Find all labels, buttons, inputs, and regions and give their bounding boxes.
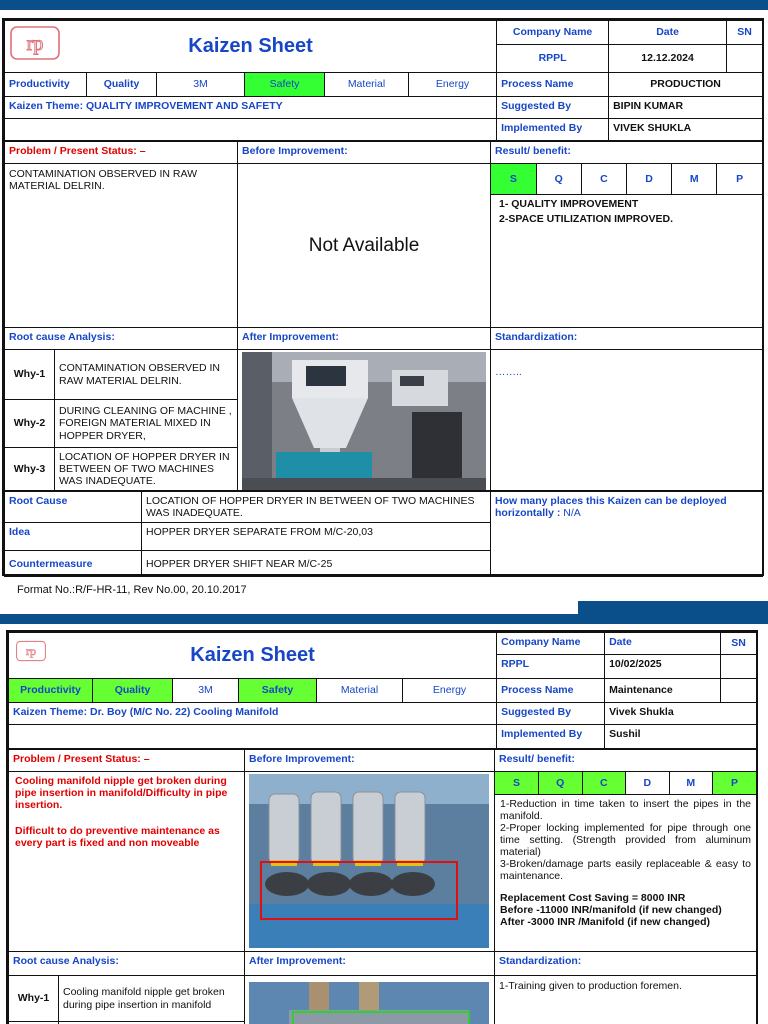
format-number: Format No.:R/F-HR-11, Rev No.00, 20.10.2017 bbox=[17, 584, 247, 596]
before-improvement-label: Before Improvement: bbox=[238, 142, 491, 164]
suggested-by-value: BIPIN KUMAR bbox=[609, 97, 763, 119]
company-logo-2 bbox=[16, 637, 46, 665]
after-photo-cell bbox=[238, 350, 491, 491]
middle-band-right bbox=[578, 601, 768, 624]
company-name-label: Company Name bbox=[497, 21, 609, 45]
sqcdmp-m-2: M bbox=[669, 772, 713, 794]
process-name-value-2: Maintenance bbox=[605, 679, 721, 703]
before-photo-cell-2 bbox=[245, 772, 495, 952]
sheet-2-table bbox=[8, 632, 757, 749]
sqcdmp-c-2: C bbox=[582, 772, 626, 794]
company-name-value: RPPL bbox=[497, 45, 609, 73]
why-2-text: DURING CLEANING OF MACHINE , FOREIGN MATERIAL MIXED IN HOPPER DRYER, bbox=[55, 400, 238, 448]
deploy-value: N/A bbox=[563, 507, 581, 520]
after-improvement-label: After Improvement: bbox=[238, 328, 491, 350]
manifold-after-photo bbox=[249, 982, 489, 1024]
problem-text-2b: Difficult to do preventive maintenance as every part is fixed and non moveable bbox=[15, 825, 220, 850]
root-cause-text: LOCATION OF HOPPER DRYER IN BETWEEN OF TWO MACHINES WAS INADEQUATE. bbox=[142, 492, 491, 523]
result-line-2: 2-SPACE UTILIZATION IMPROVED. bbox=[499, 212, 674, 225]
sqcdmp-d: D bbox=[626, 164, 671, 194]
root-cause-analysis-label: Root cause Analysis: bbox=[5, 328, 238, 350]
company-name-value-2: RPPL bbox=[497, 655, 605, 679]
hopper-dryer-photo bbox=[242, 352, 486, 490]
countermeasure-text: HOPPER DRYER SHIFT NEAR M/C-25 bbox=[142, 551, 491, 577]
idea-label: Idea bbox=[5, 523, 142, 551]
sqcdmp-c: C bbox=[581, 164, 626, 194]
category-safety: Safety bbox=[245, 73, 325, 97]
middle-band-left bbox=[0, 614, 578, 624]
suggested-by-value-2: Vivek Shukla bbox=[605, 703, 757, 725]
result-line-2-3: 3-Broken/damage parts easily replaceable & easy to maintenance. bbox=[500, 857, 752, 882]
why-3-label: Why-3 bbox=[5, 448, 55, 491]
sheet-1-footer-table bbox=[4, 491, 763, 577]
sqcdmp-p-2: P bbox=[713, 772, 757, 794]
sheet-2-body bbox=[8, 749, 757, 1024]
theme-spacer-2 bbox=[9, 725, 497, 749]
problem-text: CONTAMINATION OBSERVED IN RAW MATERIAL DELRIN. bbox=[5, 164, 238, 328]
kaizen-theme: Kaizen Theme: QUALITY IMPROVEMENT AND SAFETY bbox=[5, 97, 497, 119]
company-name-label-2: Company Name bbox=[497, 633, 605, 655]
result-benefit-label-2: Result/ benefit: bbox=[495, 750, 757, 772]
problem-cell-2 bbox=[9, 772, 245, 952]
sn-label-2: SN bbox=[721, 633, 757, 655]
sqcdmp-s: S bbox=[491, 164, 536, 194]
problem-label: Problem / Present Status: – bbox=[5, 142, 238, 164]
before-improvement-label-2: Before Improvement: bbox=[245, 750, 495, 772]
standardization-text: …….. bbox=[491, 350, 763, 491]
category-safety-2: Safety bbox=[239, 679, 317, 703]
sn-value bbox=[727, 45, 763, 73]
implemented-by-value: VIVEK SHUKLA bbox=[609, 119, 763, 141]
top-band bbox=[0, 0, 768, 10]
after-photo-cell-2 bbox=[245, 976, 495, 1024]
theme-spacer bbox=[5, 119, 497, 141]
deploy-cell bbox=[491, 492, 763, 577]
standardization-label: Standardization: bbox=[491, 328, 763, 350]
deploy-label: How many places this Kaizen can be deployed horizontally : bbox=[495, 495, 727, 520]
category-productivity-2: Productivity bbox=[9, 679, 93, 703]
sqcdmp-d-2: D bbox=[626, 772, 670, 794]
implemented-by-label: Implemented By bbox=[497, 119, 609, 141]
sn-value-2 bbox=[721, 655, 757, 679]
company-logo bbox=[10, 26, 60, 60]
category-energy: Energy bbox=[409, 73, 497, 97]
sqcdmp-q: Q bbox=[536, 164, 581, 194]
result-line-2-1: 1-Reduction in time taken to insert the pipes in the manifold. bbox=[500, 797, 752, 822]
saving-line-1: Replacement Cost Saving = 8000 INR bbox=[500, 891, 686, 904]
result-cell-2 bbox=[495, 772, 757, 952]
manifold-before-photo bbox=[249, 774, 489, 948]
kaizen-theme-2: Kaizen Theme: Dr. Boy (M/C No. 22) Cooling Manifold bbox=[9, 703, 497, 725]
saving-line-2: Before -11000 INR/manifold (if new changed) bbox=[500, 904, 722, 916]
why-1-text: CONTAMINATION OBSERVED IN RAW MATERIAL DELRIN. bbox=[55, 350, 238, 400]
category-quality: Quality bbox=[87, 73, 157, 97]
suggested-by-label: Suggested By bbox=[497, 97, 609, 119]
date-value-2: 10/02/2025 bbox=[605, 655, 721, 679]
category-energy-2: Energy bbox=[403, 679, 497, 703]
why-1-text-2: Cooling manifold nipple get broken during pipe insertion in manifold bbox=[59, 976, 245, 1022]
process-name-value: PRODUCTION bbox=[609, 73, 763, 97]
result-block-2 bbox=[495, 795, 756, 932]
sqcdmp-s-2: S bbox=[495, 772, 539, 794]
why-1-label: Why-1 bbox=[5, 350, 55, 400]
countermeasure-label: Countermeasure bbox=[5, 551, 142, 577]
process-spacer-2 bbox=[721, 679, 757, 703]
suggested-by-label-2: Suggested By bbox=[497, 703, 605, 725]
problem-text-2a: Cooling manifold nipple get broken during pipe insertion in manifold/Difficulty in pipe insertion. bbox=[15, 775, 228, 812]
implemented-by-label-2: Implemented By bbox=[497, 725, 605, 749]
standardization-text-2: 1-Training given to production foremen. bbox=[495, 976, 757, 1024]
sn-label: SN bbox=[727, 21, 763, 45]
sqcdmp-table-2 bbox=[495, 772, 756, 795]
root-cause-analysis-label-2: Root cause Analysis: bbox=[9, 952, 245, 976]
result-line-2-2: 2-Proper locking implemented for pipe through one time setting. (Strength provided from aluminum material) bbox=[500, 821, 752, 858]
sheet-2-title: Kaizen Sheet bbox=[9, 633, 497, 679]
sheet-1-body bbox=[4, 141, 763, 491]
sqcdmp-q-2: Q bbox=[539, 772, 583, 794]
after-improvement-label-2: After Improvement: bbox=[245, 952, 495, 976]
sqcdmp-m: M bbox=[672, 164, 717, 194]
process-name-label: Process Name bbox=[497, 73, 609, 97]
category-productivity: Productivity bbox=[5, 73, 87, 97]
idea-text: HOPPER DRYER SEPARATE FROM M/C-20,03 bbox=[142, 523, 491, 551]
svg-text:rp: rp bbox=[26, 644, 36, 659]
why-3-text: LOCATION OF HOPPER DRYER IN BETWEEN OF TWO MACHINES WAS INADEQUATE. bbox=[55, 448, 238, 491]
category-material-2: Material bbox=[317, 679, 403, 703]
kaizen-sheet-2 bbox=[6, 630, 758, 1024]
sheet-1-table bbox=[4, 20, 763, 141]
category-3m-2: 3M bbox=[173, 679, 239, 703]
category-quality-2: Quality bbox=[93, 679, 173, 703]
saving-line-3: After -3000 INR /Manifold (if new changed) bbox=[500, 916, 711, 929]
process-name-label-2: Process Name bbox=[497, 679, 605, 703]
sqcdmp-table bbox=[491, 164, 762, 195]
result-cell bbox=[491, 164, 763, 328]
svg-text:rp: rp bbox=[26, 33, 44, 55]
category-material: Material bbox=[325, 73, 409, 97]
date-value: 12.12.2024 bbox=[609, 45, 727, 73]
sqcdmp-p: P bbox=[717, 164, 762, 194]
category-3m: 3M bbox=[157, 73, 245, 97]
date-label-2: Date bbox=[605, 633, 721, 655]
result-line-1: 1- QUALITY IMPROVEMENT bbox=[499, 197, 639, 210]
kaizen-sheet-1 bbox=[2, 18, 764, 576]
why-1-label-2: Why-1 bbox=[9, 976, 59, 1022]
root-cause-label: Root Cause bbox=[5, 492, 142, 523]
sheet-title: Kaizen Sheet bbox=[5, 21, 497, 73]
date-label: Date bbox=[609, 21, 727, 45]
implemented-by-value-2: Sushil bbox=[605, 725, 757, 749]
why-2-label: Why-2 bbox=[5, 400, 55, 448]
result-benefit-label: Result/ benefit: bbox=[491, 142, 763, 164]
problem-label-2: Problem / Present Status: – bbox=[9, 750, 245, 772]
standardization-label-2: Standardization: bbox=[495, 952, 757, 976]
before-image-placeholder: Not Available bbox=[238, 164, 491, 328]
